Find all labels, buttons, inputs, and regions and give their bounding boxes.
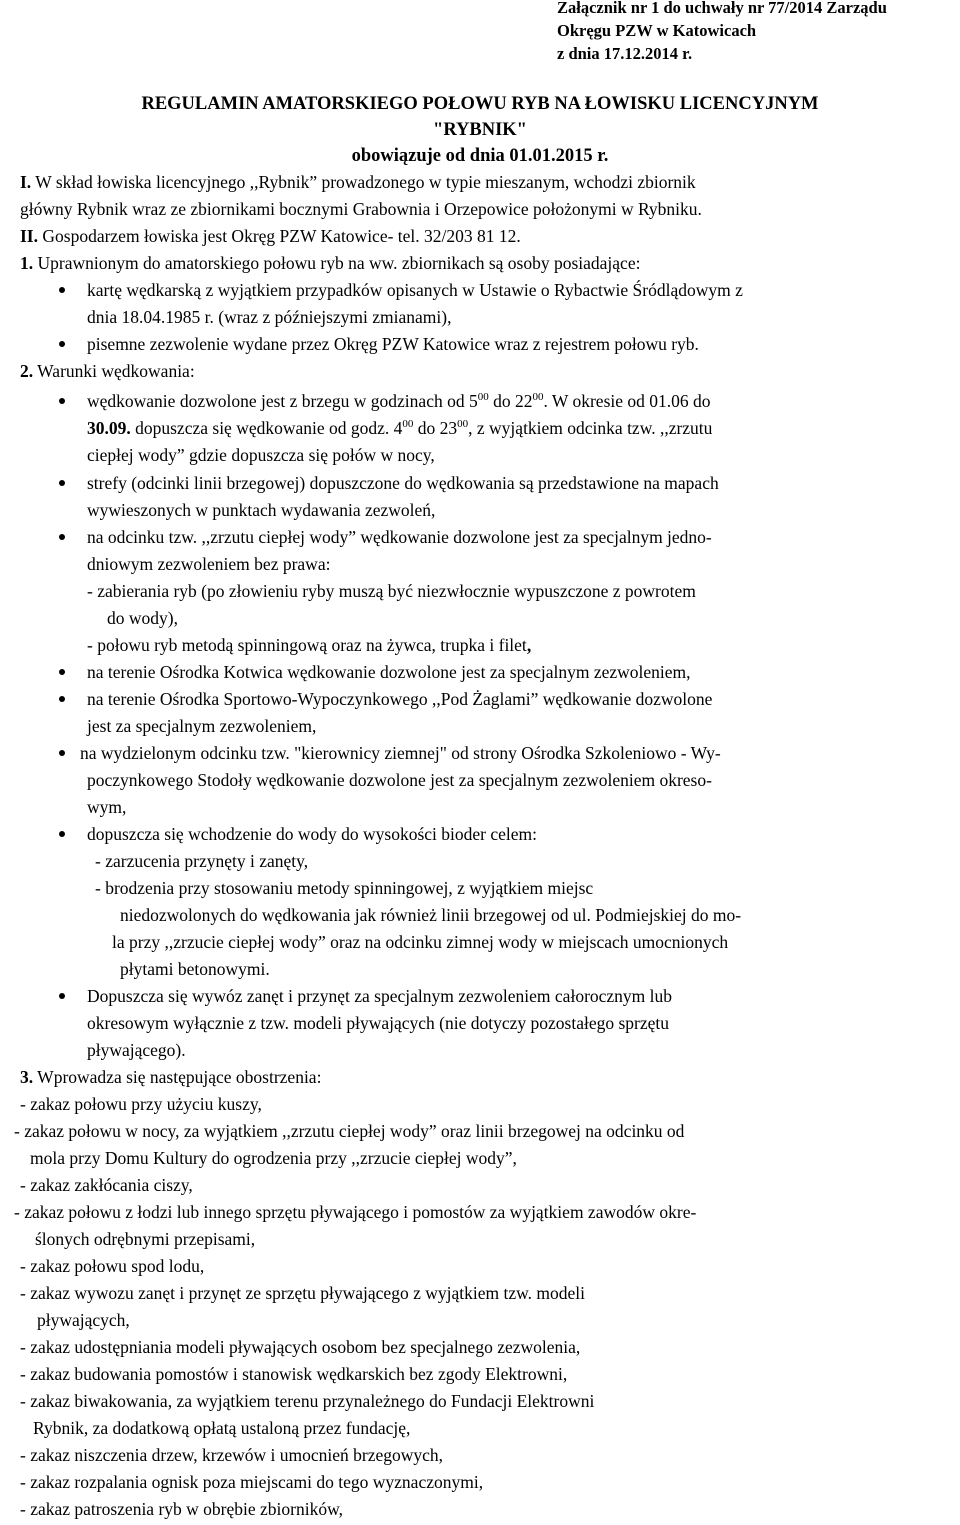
point-1-line: 1. Uprawnionym do amatorskiego połowu ryb na ww. zbiornikach są osoby posiadające: [20,253,641,273]
list-item: - zakaz rozpalania ognisk poza miejscami do tego wyznaczonymi, [20,1472,484,1492]
document-title-name: "RYBNIK" [433,120,527,140]
list-item: - zakaz udostępniania modeli pływających osobom bez specjalnego zezwolenia, [20,1337,581,1357]
list-item: - połowu ryb metodą spinningową oraz na żywca, trupka i filet, [87,635,532,655]
list-item: dopuszcza się wchodzenie do wody do wysokości bioder celem: [87,824,538,844]
list-item: do wody), [107,608,178,628]
list-item: na wydzielonym odcinku tzw. "kierownicy ziemnej" od strony Ośrodka Szkoleniowo - Wy- [80,743,721,763]
list-item: - zakaz połowu spod lodu, [20,1256,205,1276]
list-item: pisemne zezwolenie wydane przez Okręg PZW Katowice wraz z rejestrem połowu ryb. [87,334,699,354]
document-title: REGULAMIN AMATORSKIEGO POŁOWU RYB NA ŁOWISKU LICENCYJNYM [141,94,819,114]
list-item: - zakaz wywozu zanęt i przynęt ze sprzętu pływającego z wyjątkiem tzw. modeli [20,1283,585,1303]
list-item: - zakaz połowu w nocy, za wyjątkiem ,,zrzutu ciepłej wody” oraz linii brzegowej na odcinku od [14,1121,685,1141]
list-item: - zakaz połowu z łodzi lub innego sprzętu pływającego i pomostów za wyjątkiem zawodów okre- [14,1202,697,1222]
list-item: ciepłej wody” gdzie dopuszcza się połów w nocy, [87,445,435,465]
point-3-line: 3. Wprowadza się następujące obostrzenia: [20,1067,322,1087]
list-item: pływającego). [87,1040,186,1060]
list-item: poczynkowego Stodoły wędkowanie dozwolone jest za specjalnym zezwoleniem okreso- [87,770,712,790]
bullet-icon [59,341,65,347]
list-item: mola przy Domu Kultury do ogrodzenia przy ,,zrzucie ciepłej wody”, [30,1148,517,1168]
list-item: płytami betonowymi. [120,959,270,979]
list-item: na terenie Ośrodka Kotwica wędkowanie dozwolone jest za specjalnym zezwoleniem, [87,662,691,682]
bullet-icon [59,534,65,540]
document-effective-date: obowiązuje od dnia 01.01.2015 r. [351,146,609,166]
list-item: Dopuszcza się wywóz zanęt i przynęt za specjalnym zezwoleniem całorocznym lub [87,986,673,1006]
bullet-icon [59,480,65,486]
list-item: okresowym wyłącznie z tzw. modeli pływających (nie dotyczy pozostałego sprzętu [87,1013,669,1033]
bullet-icon [59,831,65,837]
section-i-line-2: główny Rybnik wraz ze zbiornikami bocznymi Grabownia i Orzepowice położonymi w Rybniku. [20,199,702,219]
list-item: wędkowanie dozwolone jest z brzegu w godzinach od $5^{00}$ do $22^{00}$. W okresie od 01.06 do [87,391,711,411]
bullet-icon [59,287,65,293]
list-item: - zakaz patroszenia ryb w obrębie zbiorników, [20,1499,343,1519]
section-ii-line-1: II. Gospodarzem łowiska jest Okręg PZW Katowice- tel. 32/203 81 12. [20,226,521,246]
bullet-icon [59,398,65,404]
list-item: kartę wędkarską z wyjątkiem przypadków opisanych w Ustawie o Rybactwie Śródlądowym z [87,280,743,300]
list-item: Rybnik, za dodatkową opłatą ustaloną przez fundację, [33,1418,411,1438]
header-line-2: Okręgu PZW w Katowicach [557,21,757,40]
header-line-3: z dnia 17.12.2014 r. [557,44,693,63]
list-item: - zakaz połowu przy użyciu kuszy, [20,1094,262,1114]
list-item: - zarzucenia przynęty i zanęty, [95,851,309,871]
list-item: strefy (odcinki linii brzegowej) dopuszczone do wędkowania są przedstawione na mapach [87,473,719,493]
point-2-number: 2. [20,361,34,381]
bullet-icon [59,750,65,756]
list-item: - zabierania ryb (po złowieniu ryby muszą być niezwłocznie wypuszczone z powrotem [87,581,696,601]
bullet-icon [59,696,65,702]
bullet-icon [59,993,65,999]
list-item: niedozwolonych do wędkowania jak również linii brzegowej od ul. Podmiejskiej do mo- [120,905,742,925]
list-item: wym, [87,797,127,817]
point-2-line: 2. Warunki wędkowania: [20,361,195,381]
list-item: wywieszonych w punktach wydawania zezwoleń, [87,500,436,520]
list-item: dniowym zezwoleniem bez prawa: [87,554,331,574]
list-item: pływających, [37,1310,130,1330]
point-1-number: 1. [20,253,34,273]
list-item: - zakaz niszczenia drzew, krzewów i umocnień brzegowych, [20,1445,444,1465]
bullet-icon [59,669,65,675]
list-item: ślonych odrębnymi przepisami, [35,1229,256,1249]
list-item: dnia 18.04.1985 r. (wraz z późniejszymi zmianami), [87,307,452,327]
section-i-number: I. [20,172,32,192]
header-line-1: Załącznik nr 1 do uchwały nr 77/2014 Zarządu [557,0,887,17]
list-item: jest za specjalnym zezwoleniem, [87,716,317,736]
list-item: - zakaz zakłócania ciszy, [20,1175,193,1195]
list-item: - zakaz biwakowania, za wyjątkiem terenu przynależnego do Fundacji Elektrowni [20,1391,595,1411]
list-item: - zakaz budowania pomostów i stanowisk wędkarskich bez zgody Elektrowni, [20,1364,568,1384]
list-item: la przy ,,zrzucie ciepłej wody” oraz na odcinku zimnej wody w miejscach umocnionych [112,932,729,952]
list-item: 30.09. dopuszcza się wędkowanie od godz. $4^{00}$ do $23^{00}$, z wyjątkiem odcinka tzw. ,,zrzutu [87,418,713,438]
section-ii-number: II. [20,226,38,246]
list-item: na terenie Ośrodka Sportowo-Wypoczynkowego ,,Pod Żaglami” wędkowanie dozwolone [87,689,713,709]
list-item: na odcinku tzw. ,,zrzutu ciepłej wody” wędkowanie dozwolone jest za specjalnym jedno- [87,527,712,547]
list-item: - brodzenia przy stosowaniu metody spinningowej, z wyjątkiem miejsc [95,878,594,898]
point-3-number: 3. [20,1067,34,1087]
section-i-line-1: I. W skład łowiska licencyjnego ,,Rybnik” prowadzonego w typie mieszanym, wchodzi zbiornik [20,172,696,192]
